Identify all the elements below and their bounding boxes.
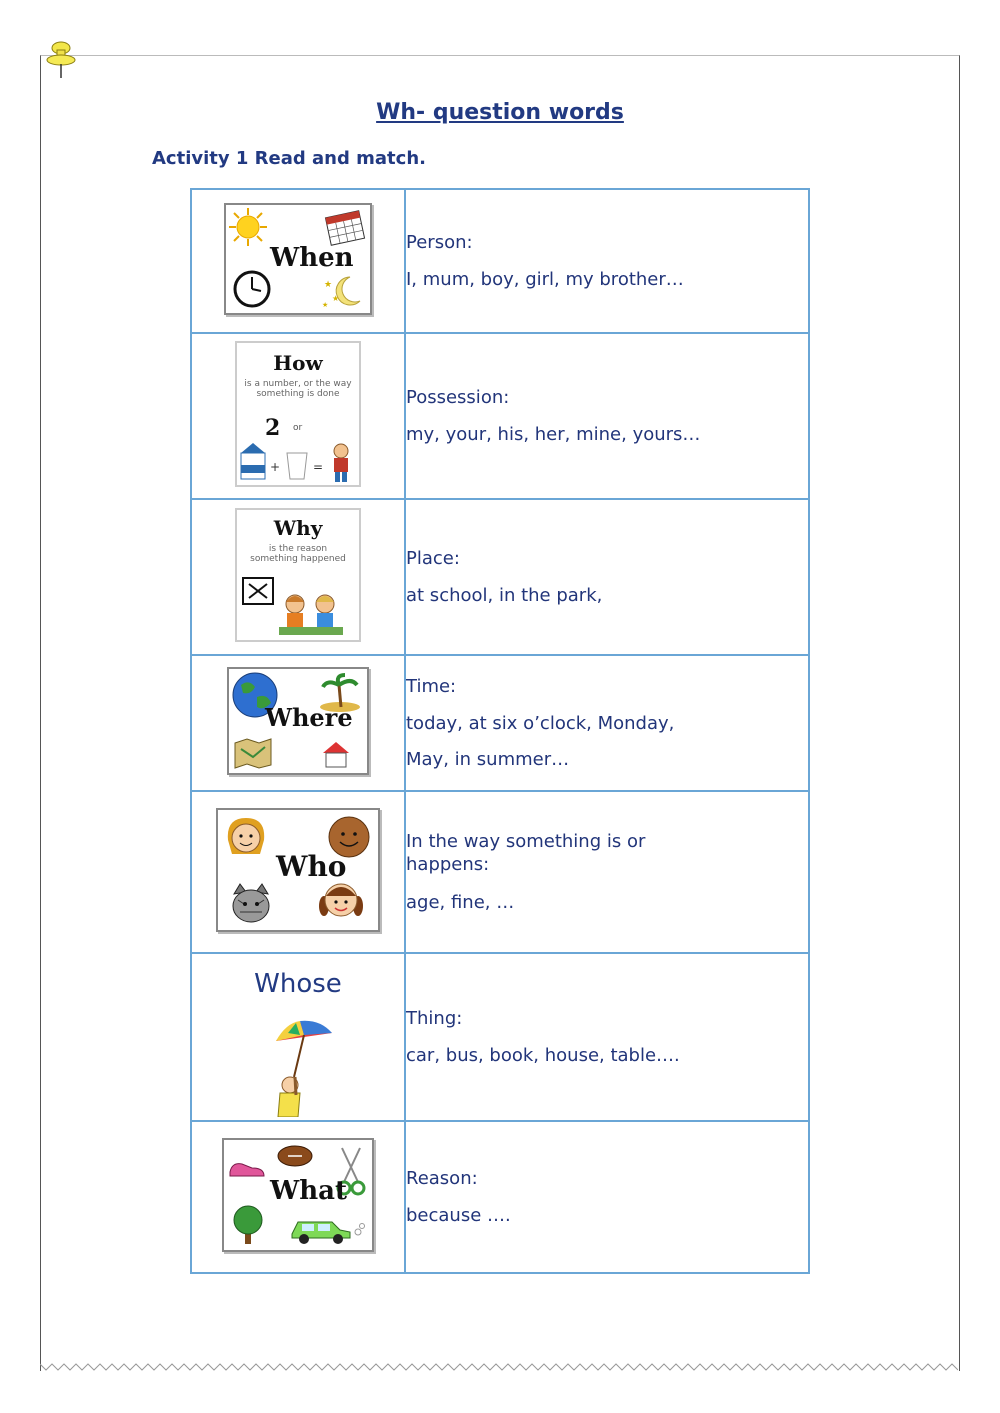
page-title: Wh- question words <box>376 100 624 125</box>
page-edge-zigzag <box>40 1360 958 1374</box>
description-cell <box>405 189 809 333</box>
picture-cell <box>191 791 405 953</box>
what-card[interactable] <box>222 1138 374 1252</box>
card-word-why: Why <box>273 516 323 540</box>
umbrella-boy-icon <box>270 1013 336 1117</box>
description-cell <box>405 333 809 499</box>
svg-text:=: = <box>313 460 324 474</box>
sun-icon <box>228 207 268 247</box>
card-word-where: Where <box>265 703 353 732</box>
card-subtext: is a number, or the way something is done <box>244 379 352 399</box>
desc-line: car, bus, book, house, table…. <box>406 1045 680 1066</box>
where-card[interactable] <box>227 667 369 775</box>
push-pin-icon <box>44 40 78 80</box>
svg-text:★: ★ <box>332 294 340 303</box>
description-cell <box>405 1121 809 1273</box>
desc-line: my, your, his, her, mine, yours… <box>406 424 701 445</box>
house-icon <box>319 739 353 769</box>
activity-instruction: Activity 1 Read and match. <box>152 148 426 169</box>
calendar-icon <box>324 209 366 247</box>
desc-label: In the way something is or happens: <box>406 830 646 876</box>
table-row <box>191 953 809 1121</box>
svg-text:★: ★ <box>322 301 329 309</box>
svg-text:+: + <box>270 460 281 474</box>
picture-cell <box>191 655 405 791</box>
milk-and-child-icon <box>237 441 359 483</box>
table-row <box>191 1121 809 1273</box>
match-table <box>190 188 810 1274</box>
girl-face-icon <box>222 814 270 862</box>
table-row <box>191 655 809 791</box>
description-cell <box>405 655 809 791</box>
picture-cell <box>191 333 405 499</box>
picture-cell <box>191 189 405 333</box>
card-word-when: When <box>270 243 354 273</box>
picture-cell <box>191 953 405 1121</box>
desc-line: at school, in the park, <box>406 585 603 606</box>
desc-label: Thing: <box>406 1007 463 1029</box>
svg-text:★: ★ <box>324 280 333 290</box>
card-word-who: Who <box>276 850 347 883</box>
shoes-icon <box>228 1158 266 1180</box>
picture-cell <box>191 1121 405 1273</box>
table-row <box>191 791 809 953</box>
desc-label: Place: <box>406 547 460 569</box>
map-icon <box>233 737 273 769</box>
card-subtext: is the reason something happened <box>250 544 346 564</box>
pigtails-girl-icon <box>318 876 364 926</box>
picture-cell <box>191 499 405 655</box>
desc-label: Possession: <box>406 386 510 408</box>
moon-stars-icon <box>320 273 364 309</box>
desc-line: today, at six o’clock, Monday, <box>406 713 675 735</box>
description-cell <box>405 953 809 1121</box>
desc-label: Reason: <box>406 1167 478 1189</box>
desc-line: I, mum, boy, girl, my brother… <box>406 269 684 290</box>
description-cell <box>405 499 809 655</box>
desc-line: May, in summer… <box>406 748 570 770</box>
who-card[interactable] <box>216 808 380 932</box>
card-or: or <box>293 423 303 433</box>
football-icon <box>276 1144 314 1168</box>
car-icon <box>288 1210 366 1246</box>
desc-label: Person: <box>406 231 473 253</box>
desc-line: because …. <box>406 1205 511 1226</box>
card-number: 2 <box>265 415 281 441</box>
tree-icon <box>230 1204 266 1246</box>
desc-line: age, fine, … <box>406 891 515 913</box>
card-word-whose: Whose <box>254 969 342 999</box>
table-row <box>191 333 809 499</box>
whose-card[interactable] <box>192 955 404 1119</box>
why-card[interactable] <box>235 508 361 642</box>
table-row <box>191 189 809 333</box>
kids-puzzle-icon <box>239 574 357 638</box>
table-row <box>191 499 809 655</box>
when-card[interactable] <box>224 203 372 315</box>
clock-icon <box>232 269 272 309</box>
how-card[interactable] <box>235 341 361 487</box>
cat-icon <box>228 882 274 926</box>
description-cell <box>405 791 809 953</box>
card-word-how: How <box>273 351 323 375</box>
card-word-what: What <box>270 1176 347 1206</box>
desc-label: Time: <box>406 675 457 697</box>
